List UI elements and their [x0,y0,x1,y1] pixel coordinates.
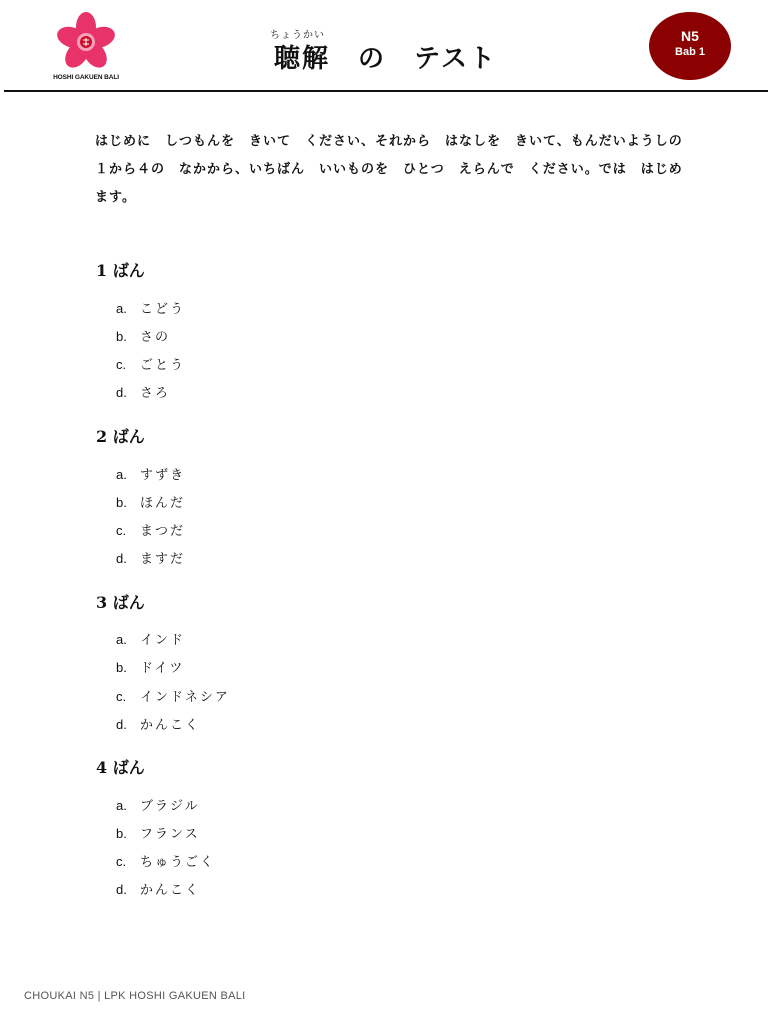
option-letter: c. [116,523,127,538]
logo-text: HOSHI GAKUEN BALI [53,74,119,81]
answer-option[interactable] [116,326,170,346]
option-text: ブラジル [140,799,200,814]
option-letter: b. [116,660,127,675]
option-text: ちゅうごく [140,855,216,870]
answer-option[interactable] [116,629,185,649]
answer-option[interactable] [116,382,170,402]
option-letter: c. [116,357,127,372]
option-text: ドイツ [140,661,185,676]
option-letter: b. [116,826,127,841]
sakura-flower-icon [56,12,116,72]
option-text: すずき [140,468,186,483]
option-text: まつだ [140,524,186,539]
answer-option[interactable] [116,548,185,568]
option-text: かんこく [140,718,201,733]
option-letter: d. [116,882,127,897]
option-text: インド [140,633,186,648]
question-title: 4 ばん [96,758,145,777]
answer-option[interactable] [116,520,185,540]
answer-option[interactable] [116,464,185,484]
option-letter: b. [116,329,127,344]
option-letter: a. [116,632,127,647]
option-letter: a. [116,798,127,813]
answer-option[interactable] [116,795,200,815]
level-badge [649,12,731,80]
answer-option[interactable] [116,714,200,734]
option-text: さの [140,330,171,345]
header-divider [4,90,768,92]
question-title: 3 ばん [96,593,145,612]
title-furigana: ちょうかい [270,30,325,41]
option-text: フランス [140,827,200,842]
page-header [0,0,768,92]
answer-option[interactable] [116,879,200,899]
page-footer: CHOUKAI N5 | LPK HOSHI GAKUEN BALI [24,990,246,1002]
page-title: 聴解 の テスト [274,44,497,74]
option-text: インドネシア [140,690,230,705]
answer-option[interactable] [116,823,200,843]
answer-option[interactable] [116,354,185,374]
instructions-text: はじめに しつもんを きいて ください、それから はなしを きいて、もんだいようしの １から４の なかから、いちばん いいものを ひとつ えらんで ください。では はじめます。 [95,134,697,205]
option-text: ほんだ [140,496,186,511]
option-letter: a. [116,301,127,316]
option-text: ますだ [140,552,186,567]
option-letter: d. [116,551,127,566]
answer-option[interactable] [116,492,185,512]
question-title: 1 ばん [96,261,145,280]
question-title: 2 ばん [96,427,145,446]
option-letter: d. [116,385,127,400]
school-logo [48,12,124,84]
answer-option[interactable] [116,851,215,871]
answer-option[interactable] [116,298,185,318]
badge-level: N5 [681,28,699,44]
option-letter: b. [116,495,127,510]
answer-option[interactable] [116,686,230,706]
answer-option[interactable] [116,657,184,677]
badge-chapter: Bab 1 [675,46,705,58]
option-text: こどう [140,302,186,317]
option-text: さろ [140,386,171,401]
option-text: ごとう [140,358,186,373]
option-letter: c. [116,689,127,704]
option-text: かんこく [140,883,201,898]
option-letter: a. [116,467,127,482]
option-letter: c. [116,854,127,869]
option-letter: d. [116,717,127,732]
